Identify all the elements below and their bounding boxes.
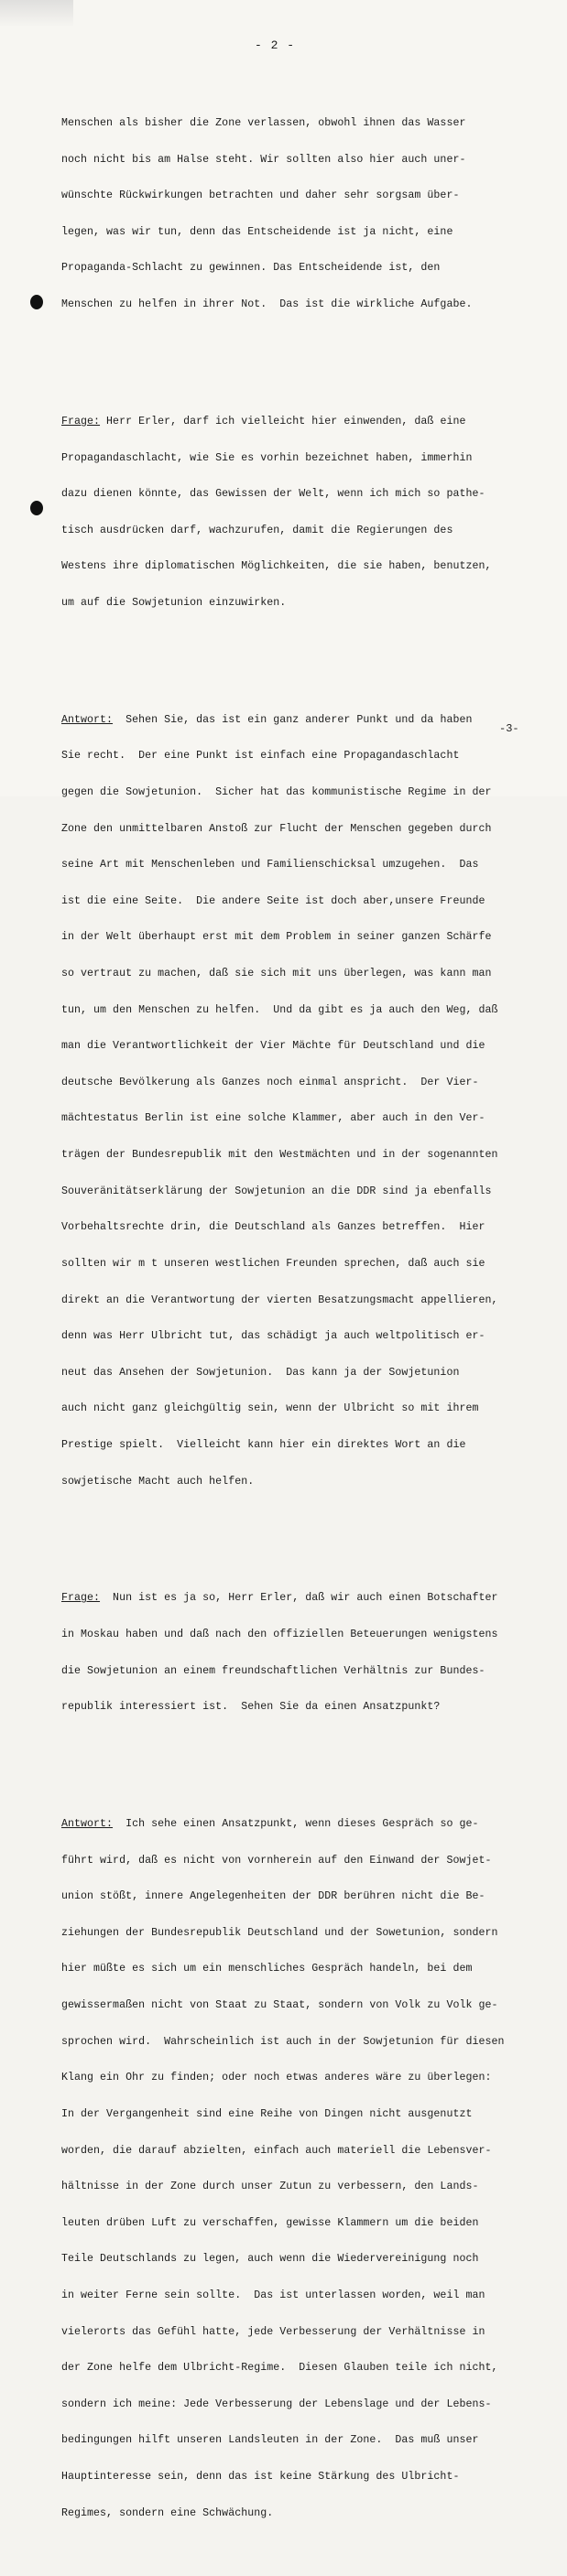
text-line: gewissermaßen nicht von Staat zu Staat, sondern von Volk zu Volk ge- [61, 1999, 498, 2012]
text-line: gegen die Sowjetunion. Sicher hat das kommunistische Regime in der [61, 785, 492, 798]
text-line: trägen der Bundesrepublik mit den Westmächten und in der sogenannten [61, 1149, 498, 1162]
page-number: - 2 - [255, 38, 296, 52]
text-line: sowjetische Macht auch helfen. [61, 1475, 255, 1488]
text-line: ist die eine Seite. Die andere Seite ist doch aber,unsere Freunde [61, 894, 485, 907]
text-line: in Moskau haben und daß nach den offiziellen Beteuerungen wenigstens [61, 1629, 498, 1640]
text-line: Teile Deutschlands zu legen, auch wenn die Wiedervereinigung noch [61, 2253, 479, 2266]
text-line: Sie recht. Der eine Punkt ist einfach eine Propagandaschlacht [61, 750, 460, 763]
text-line: wünschte Rückwirkungen betrachten und daher sehr sorgsam über- [61, 189, 460, 202]
text-line-content: Herr Erler, darf ich vielleicht hier einwenden, daß eine [100, 415, 466, 428]
text-line: republik interessiert ist. Sehen Sie da einen Ansatzpunkt? [61, 1701, 441, 1714]
paragraph-answer-2 [61, 1794, 556, 2544]
text-line: union stößt, innere Angelegenheiten der DDR berühren nicht die Be- [61, 1890, 485, 1903]
question-label: Frage: [61, 1592, 101, 1605]
text-line: sondern ich meine: Jede Verbesserung der Lebenslage und der Lebens- [61, 2397, 492, 2410]
text-line: mächtestatus Berlin ist eine solche Klammer, aber auch in den Ver- [61, 1112, 485, 1125]
text-line: sollten wir m t unseren westlichen Freunden sprechen, daß auch sie [61, 1257, 485, 1270]
text-line: Menschen zu helfen in ihrer Not. Das ist die wirkliche Aufgabe. [61, 298, 473, 311]
text-line: Regimes, sondern eine Schwächung. [61, 2506, 274, 2519]
text-line: deutsche Bevölkerung als Ganzes noch einmal anspricht. Der Vier- [61, 1076, 479, 1088]
punch-hole-upper [30, 295, 43, 309]
text-line: hältnisse in der Zone durch unser Zutun zu verbessern, den Lands- [61, 2181, 479, 2193]
text-line: tun, um den Menschen zu helfen. Und da gibt es ja auch den Weg, daß [61, 1003, 498, 1016]
text-line: Propagandaschlacht, wie Sie es vorhin bezeichnet haben, immerhin [61, 451, 473, 464]
paragraph-answer-1 [61, 689, 556, 1511]
text-line [61, 1592, 556, 1604]
text-line: um auf die Sowjetunion einzuwirken. [61, 596, 287, 609]
text-line: Propaganda-Schlacht zu gewinnen. Das Entscheidende ist, den [61, 262, 441, 275]
text-line-content: Ich sehe einen Ansatzpunkt, wenn dieses Gespräch so ge- [113, 1818, 479, 1831]
text-line: Souveränitätserklärung der Sowjetunion an die DDR sind ja ebenfalls [61, 1185, 492, 1197]
text-line: tisch ausdrücken darf, wachzurufen, damit die Regierungen des [61, 524, 453, 536]
paragraph-1 [61, 93, 556, 335]
text-line: führt wird, daß es nicht von vornherein auf den Einwand der Sowjet- [61, 1854, 492, 1867]
next-page-marker: -3- [499, 722, 519, 735]
text-line: Menschen als bisher die Zone verlassen, obwohl ihnen das Wasser [61, 117, 466, 130]
text-line: direkt an die Verantwortung der vierten Besatzungsmacht appellieren, [61, 1293, 498, 1306]
paragraph-question-1 [61, 391, 556, 633]
text-line: neut das Ansehen der Sowjetunion. Das kann ja der Sowjetunion [61, 1366, 460, 1379]
text-line: der Zone helfe dem Ulbricht-Regime. Diesen Glauben teile ich nicht, [61, 2362, 498, 2375]
text-line: in weiter Ferne sein sollte. Das ist unterlassen worden, weil man [61, 2289, 485, 2301]
text-line: worden, die darauf abzielten, einfach auch materiell die Lebensver- [61, 2144, 492, 2157]
text-line: Hauptinteresse sein, denn das ist keine Stärkung des Ulbricht- [61, 2471, 460, 2484]
text-line: leuten drüben Luft zu verschaffen, gewisse Klammern um die beiden [61, 2216, 479, 2229]
text-line: Zone den unmittelbaren Anstoß zur Flucht der Menschen gegeben durch [61, 822, 492, 835]
text-line: denn was Herr Ulbricht tut, das schädigt ja auch weltpolitisch er- [61, 1330, 485, 1343]
text-line: sprochen wird. Wahrscheinlich ist auch in der Sowjetunion für diesen [61, 2035, 505, 2048]
punch-hole-lower [30, 501, 43, 515]
text-line: hier müßte es sich um ein menschliches Gespräch handeln, bei dem [61, 1963, 473, 1975]
text-line: legen, was wir tun, denn das Entscheidende ist ja nicht, eine [61, 225, 453, 238]
text-line: dazu dienen könnte, das Gewissen der Welt, wenn ich mich so pathe- [61, 488, 485, 501]
answer-label: Antwort: [61, 1818, 114, 1831]
text-line: seine Art mit Menschenleben und Familienschicksal umzugehen. Das [61, 859, 479, 871]
text-line: man die Verantwortlichkeit der Vier Mächte für Deutschland und die [61, 1040, 485, 1053]
question-label: Frage: [61, 415, 101, 428]
answer-label: Antwort: [61, 713, 114, 726]
text-line-content: Sehen Sie, das ist ein ganz anderer Punkt und da haben [113, 713, 473, 726]
text-line [61, 714, 556, 726]
text-line: so vertraut zu machen, daß sie sich mit uns überlegen, was kann man [61, 968, 492, 980]
scan-corner-shadow [0, 0, 73, 27]
text-line: Westens ihre diplomatischen Möglichkeiten, die sie haben, benutzen, [61, 560, 492, 573]
text-line: In der Vergangenheit sind eine Reihe von Dingen nicht ausgenutzt [61, 2107, 473, 2120]
text-line: Prestige spielt. Vielleicht kann hier ein direktes Wort an die [61, 1438, 466, 1451]
text-line: vielerorts das Gefühl hatte, jede Verbesserung der Verhältnisse in [61, 2325, 485, 2338]
text-line: in der Welt überhaupt erst mit dem Problem in seiner ganzen Schärfe [61, 931, 492, 944]
paragraph-question-2 [61, 1568, 556, 1737]
text-line [61, 416, 556, 428]
text-line: bedingungen hilft unseren Landsleuten in der Zone. Das muß unser [61, 2434, 479, 2447]
text-line: noch nicht bis am Halse steht. Wir sollten also hier auch uner- [61, 153, 466, 166]
text-line [61, 1818, 556, 1830]
text-line: ziehungen der Bundesrepublik Deutschland und der Sowetunion, sondern [61, 1926, 498, 1939]
document-body [61, 57, 556, 2576]
text-line: Vorbehaltsrechte drin, die Deutschland als Ganzes betreffen. Hier [61, 1221, 485, 1234]
text-line: die Sowjetunion an einem freundschaftlichen Verhältnis zur Bundes- [61, 1664, 485, 1677]
text-line: auch nicht ganz gleichgültig sein, wenn der Ulbricht so mit ihrem [61, 1402, 479, 1415]
text-line: Klang ein Ohr zu finden; oder noch etwas anderes wäre zu überlegen: [61, 2072, 492, 2084]
text-line-content: Nun ist es ja so, Herr Erler, daß wir auch einen Botschafter [100, 1592, 498, 1605]
